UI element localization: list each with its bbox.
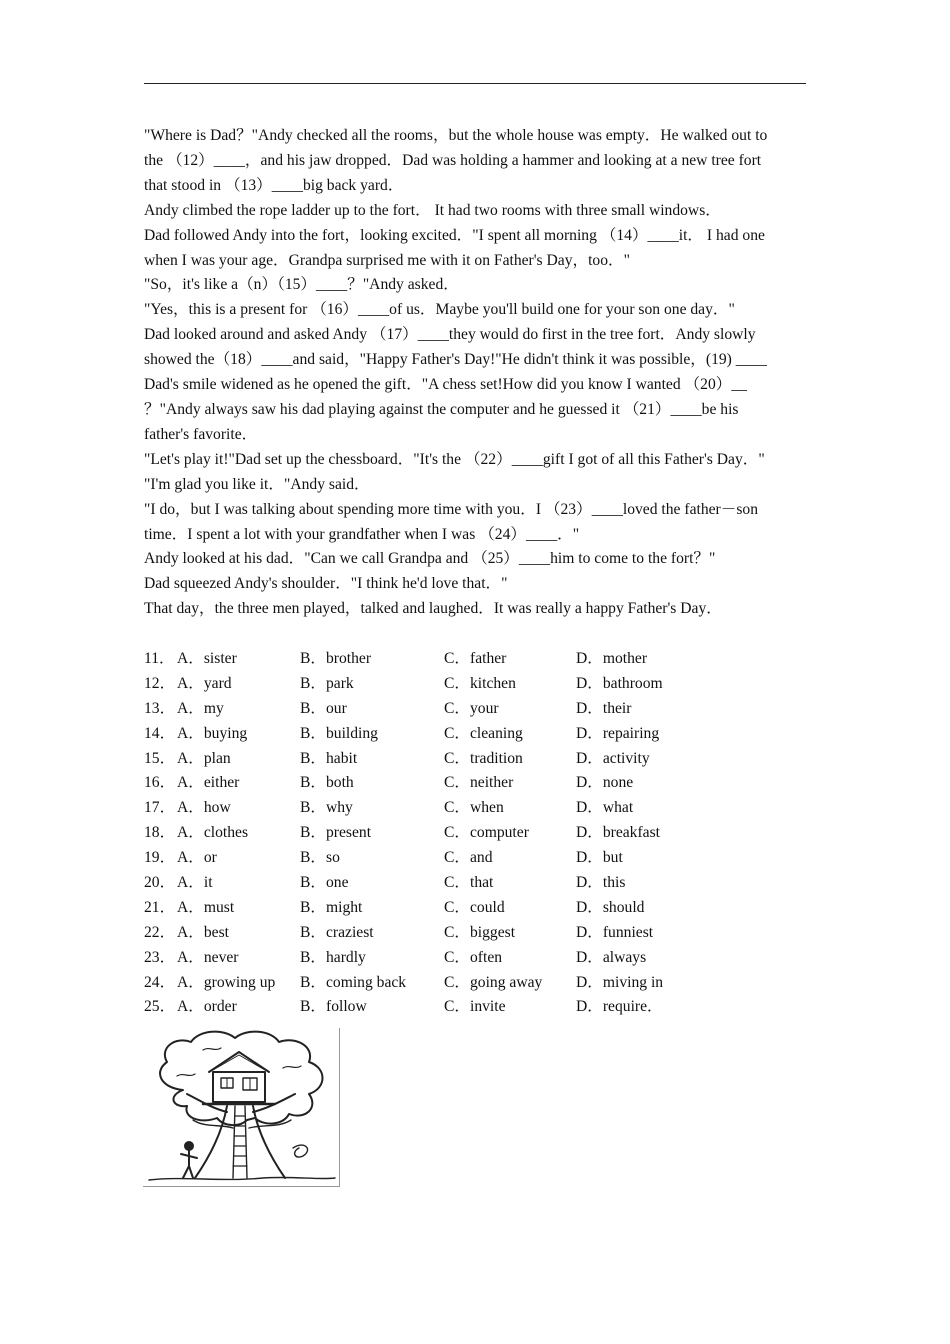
passage-line: "So，it's like a（n）（15）____？"Andy asked．: [144, 276, 459, 294]
option-c: C．going away: [444, 973, 543, 991]
option-d: D．this: [576, 874, 626, 892]
option-c: C．computer: [444, 824, 529, 842]
option-b: B．hardly: [300, 948, 366, 966]
question-row: [144, 747, 764, 772]
passage-line: Andy climbed the rope ladder up to the fort． It had two rooms with three small windows．: [144, 201, 721, 219]
question-row: [144, 697, 764, 722]
option-b: B．building: [300, 724, 378, 742]
option-c: C．invite: [444, 998, 506, 1016]
cloze-passage: [144, 124, 808, 622]
option-a: A．best: [177, 923, 229, 941]
question-number: 11．: [144, 650, 175, 667]
option-b: B．so: [300, 849, 340, 867]
question-number: 21．: [144, 898, 176, 916]
option-d: D．bathroom: [576, 674, 663, 692]
option-a: A．growing up: [177, 973, 276, 991]
option-c: C．and: [444, 849, 493, 867]
option-b: B．our: [300, 699, 347, 717]
option-b: B．one: [300, 874, 349, 892]
option-a: A．how: [177, 799, 231, 817]
option-c: C．neither: [444, 774, 514, 792]
passage-line: Andy looked at his dad．"Can we call Grandpa and （25）____him to come to the fort？": [144, 550, 716, 568]
question-row: [144, 896, 764, 921]
option-b: B．habit: [300, 749, 358, 767]
option-c: C．cleaning: [444, 724, 523, 742]
option-b: B．might: [300, 898, 363, 916]
passage-line: Dad's smile widened as he opened the gift．"A chess set!How did you know I wanted （20）__: [144, 376, 747, 394]
option-b: B．present: [300, 824, 372, 842]
option-c: C．could: [444, 898, 505, 916]
passage-line: That day，the three men played，talked and laughed．It was really a happy Father's Day．: [144, 600, 722, 618]
question-row: [144, 995, 764, 1020]
option-d: D．require．: [576, 998, 663, 1016]
question-number: 18．: [144, 824, 176, 842]
passage-line: "I'm glad you like it．"Andy said．: [144, 475, 370, 493]
question-row: [144, 722, 764, 747]
option-b: B．why: [300, 799, 353, 817]
option-a: A．never: [177, 948, 239, 966]
option-d: D．but: [576, 849, 623, 867]
passage-line: showed the（18）____and said，"Happy Father's Day!"He didn't think it was possible，(19) ____: [144, 351, 767, 369]
question-number: 14．: [144, 724, 176, 742]
question-number: 16．: [144, 774, 176, 792]
question-number: 20．: [144, 874, 176, 892]
passage-line: Dad squeezed Andy's shoulder．"I think he'd love that．": [144, 575, 508, 593]
option-b: B．coming back: [300, 973, 407, 991]
option-c: C．kitchen: [444, 674, 516, 692]
option-c: C．your: [444, 699, 499, 717]
tree-fort-illustration-icon: [143, 1028, 340, 1187]
option-d: D．should: [576, 898, 645, 916]
passage-line: when I was your age．Grandpa surprised me with it on Father's Day，too．": [144, 251, 630, 269]
passage-line: father's favorite．: [144, 425, 258, 443]
passage-line: Dad looked around and asked Andy （17）____they would do first in the tree fort．Andy slowly: [144, 326, 756, 344]
option-d: D．always: [576, 948, 647, 966]
passage-line: "Let's play it!"Dad set up the chessboard．"It's the （22）____gift I got of all this Father's Day．": [144, 450, 765, 468]
question-row: [144, 821, 764, 846]
passage-line: "Yes，this is a present for （16）____of us．Maybe you'll build one for your son one day．": [144, 301, 735, 319]
question-row: [144, 796, 764, 821]
question-row: [144, 971, 764, 996]
question-row: [144, 946, 764, 971]
passage-line: time．I spent a lot with your grandfather when I was （24）____．": [144, 525, 580, 543]
passage-line: Dad followed Andy into the fort，looking excited．"I spent all morning （14）____it． I had one: [144, 226, 765, 244]
question-number: 25．: [144, 998, 176, 1016]
option-d: D．miving in: [576, 973, 664, 991]
option-b: B．brother: [300, 650, 372, 667]
option-a: A．must: [177, 898, 235, 916]
passage-line: that stood in （13）____big back yard．: [144, 176, 404, 194]
question-row: [144, 921, 764, 946]
option-d: D．what: [576, 799, 634, 817]
option-d: D．mother: [576, 650, 648, 667]
question-number: 12．: [144, 674, 176, 692]
option-b: B．follow: [300, 998, 367, 1016]
option-c: C．often: [444, 948, 503, 966]
question-number: 23．: [144, 948, 176, 966]
passage-line: "Where is Dad？"Andy checked all the rooms，but the whole house was empty．He walked out to: [144, 127, 768, 144]
option-a: A．or: [177, 849, 217, 867]
option-b: B．both: [300, 774, 354, 792]
question-row: [144, 846, 764, 871]
option-c: C．that: [444, 874, 494, 892]
answer-options: [144, 647, 764, 1020]
question-row: [144, 771, 764, 796]
question-number: 17．: [144, 799, 176, 817]
passage-line: ？"Andy always saw his dad playing against the computer and he guessed it （21）____be his: [144, 400, 739, 418]
option-d: D．repairing: [576, 724, 660, 742]
option-d: D．breakfast: [576, 824, 660, 842]
question-number: 15．: [144, 749, 176, 767]
option-d: D．activity: [576, 749, 650, 767]
option-a: A．sister: [177, 650, 237, 667]
question-number: 13．: [144, 699, 176, 717]
option-a: A．my: [177, 699, 224, 717]
option-a: A．it: [177, 874, 213, 892]
option-c: C．father: [444, 650, 507, 667]
option-a: A．plan: [177, 749, 231, 767]
option-d: D．funniest: [576, 923, 654, 941]
option-c: C．biggest: [444, 923, 516, 941]
option-d: D．none: [576, 774, 634, 792]
passage-line: "I do，but I was talking about spending more time with you．I （23）____loved the father－son: [144, 500, 758, 518]
option-c: C．tradition: [444, 749, 523, 767]
header-rule: [144, 83, 806, 84]
option-b: B．park: [300, 674, 354, 692]
option-a: A．either: [177, 774, 240, 792]
option-c: C．when: [444, 799, 504, 817]
question-row: [144, 647, 764, 672]
question-row: [144, 871, 764, 896]
question-number: 19．: [144, 849, 176, 867]
option-a: A．order: [177, 998, 237, 1016]
question-number: 22．: [144, 923, 176, 941]
option-a: A．yard: [177, 674, 232, 692]
option-a: A．buying: [177, 724, 248, 742]
option-b: B．craziest: [300, 923, 374, 941]
option-d: D．their: [576, 699, 632, 717]
question-number: 24．: [144, 973, 176, 991]
question-row: [144, 672, 764, 697]
passage-line: the （12）____，and his jaw dropped．Dad was holding a hammer and looking at a new tree fort: [144, 151, 762, 169]
option-a: A．clothes: [177, 824, 249, 842]
